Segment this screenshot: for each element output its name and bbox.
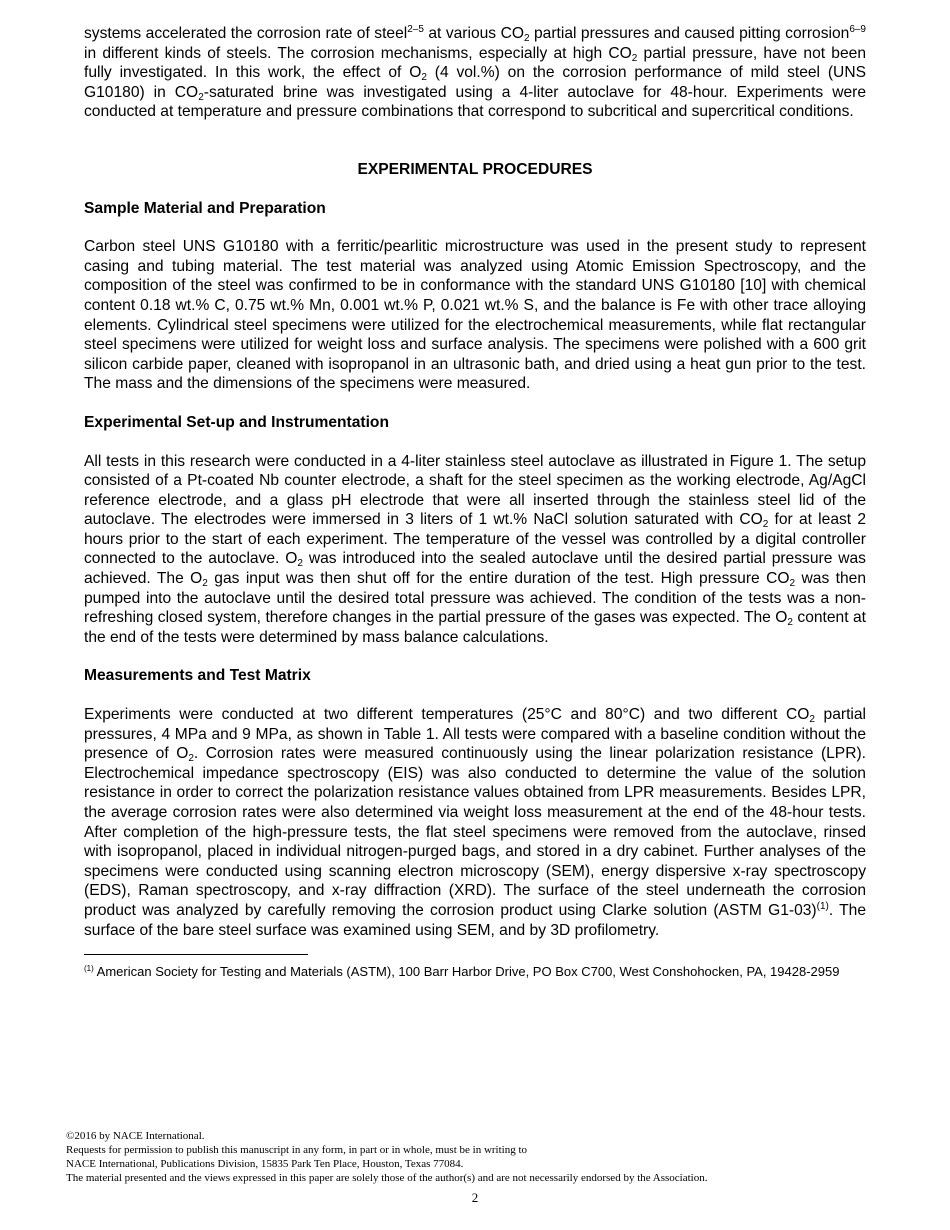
copyright-line: Requests for permission to publish this manuscript in any form, in part or in whole, must be in writing to [66, 1144, 528, 1156]
measurements-text: . Corrosion rates were measured continuously using the linear polarization resistance (LPR). Electrochemical impedance spectroscopy (EIS) was also conducted to determine the value of the solution resistance in order to correct the polarization resistance values obtained from LPR measurements. Besides LPR, the average corrosion rates were also determined via weight loss measurement at the end of the 48-hour tests. After completion of the high-pressure tests, the flat steel specimens were removed from the autoclave, rinsed with isopropanol, placed in individual nitrogen-purged bags, and stored in a dry cabinet. Further analyses of the specimens were conducted using scanning electron microscopy (SEM), energy dispersive x-ray spectroscopy (EDS), Raman spectroscopy, and x-ray diffraction (XRD). The surface of the steel underneath the corrosion product was analyzed by carefully removing the corrosion product using Clarke solution (ASTM G1-03) [84, 745, 866, 919]
sample-paragraph: Carbon steel UNS G10180 with a ferritic/pearlitic microstructure was used in the present study to represent casing and tubing material. The test material was analyzed using Atomic Emission Spectroscopy, and the composition of the steel was confirmed to be in conformance with the standard UNS G10180 [10] with chemical content 0.18 wt.% C, 0.75 wt.% Mn, 0.001 wt.% P, 0.021 wt.% S, and the balance is Fe with other trace alloying elements. Cylindrical steel specimens were utilized for the electrochemical measurements, while flat rectangular steel specimens were utilized for weight loss and surface analysis. The specimens were polished with a 600 grit silicon carbide paper, cleaned with isopropanol in an ultrasonic bath, and dried using a heat gun prior to the test. The mass and the dimensions of the specimens were measured. [84, 238, 866, 393]
footnote-marker: (1) [84, 964, 94, 974]
setup-paragraph [84, 452, 866, 648]
section-heading: EXPERIMENTAL PROCEDURES [357, 160, 593, 178]
subscript: 2 [809, 714, 815, 726]
subscript: 2 [202, 578, 208, 590]
setup-text: was introduced into the sealed autoclave until the desired partial pressure was achieved. The O [84, 550, 866, 588]
setup-text: All tests in this research were conducted in a 4-liter stainless steel autoclave as illustrated in Figure 1. The setup consisted of a Pt-coated Nb counter electrode, a shaft for the steel specimen as the working electrode, Ag/AgCl reference electrode, and a glass pH electrode that were all inserted through the stainless steel lid of the autoclave. The electrodes were immersed in 3 liters of 1 wt.% NaCl solution saturated with CO [84, 452, 866, 529]
subscript: 2 [523, 33, 530, 44]
subscript: 2 [762, 519, 769, 531]
page-number: 2 [471, 1190, 479, 1205]
subscript: 2 [198, 91, 204, 103]
setup-text: for at least 2 hours prior to the start of each experiment. The temperature of the vessel was controlled by a digital controller connected to the autoclave. O [84, 511, 866, 568]
subscript: 2 [631, 52, 638, 64]
setup-text: gas input was then shut off for the entire duration of the test. High pressure CO [207, 570, 790, 588]
measurements-text: partial pressures, 4 MPa and 9 MPa, as shown in Table 1. All tests were compared with a baseline condition without the presence of O [84, 706, 867, 763]
measurements-paragraph [84, 705, 866, 940]
intro-text: partial pressures and caused pitting corrosion [529, 25, 850, 42]
intro-paragraph [84, 24, 866, 122]
subsection-heading-setup: Experimental Set-up and Instrumentation [84, 413, 389, 431]
page-body [84, 24, 866, 980]
footnote-reference: (1) [816, 900, 829, 912]
subscript: 2 [188, 753, 194, 765]
copyright-line: The material presented and the views expressed in this paper are solely those of the author(s) and are not necessarily endorsed by the Association. [66, 1172, 708, 1184]
copyright-line: ©2016 by NACE International. [66, 1130, 205, 1142]
copyright-line: NACE International, Publications Division, 15835 Park Ten Place, Houston, Texas 77084. [66, 1158, 464, 1170]
measurements-text: . The surface of the bare steel surface was examined using SEM, and by 3D profilometry. [84, 901, 866, 939]
setup-text: was then pumped into the autoclave until the desired total pressure was achieved. The condition of the tests was a non-refreshing closed system, therefore changes in the partial pressure of the gases was expected. The O [84, 570, 866, 627]
subscript: 2 [787, 617, 793, 629]
intro-text: partial pressure, have not been fully investigated. In this work, the effect of O [84, 44, 866, 82]
measurements-text: Experiments were conducted at two different temperatures (25°C and 80°C) and two different CO [84, 706, 810, 724]
intro-text: at various CO [423, 25, 524, 42]
subscript: 2 [297, 558, 303, 570]
copyright-notice [66, 1129, 886, 1185]
subscript: 2 [421, 72, 427, 84]
subscript: 2 [789, 578, 796, 590]
intro-text: -saturated brine was investigated using a 4-liter autoclave for 48-hour. Experiments were conducted at temperature and pressure combinations that correspond to subcritical and supercritical conditions. [84, 83, 866, 121]
intro-text: systems accelerated the corrosion rate of steel [84, 25, 408, 42]
intro-text: in different kinds of steels. The corrosion mechanisms, especially at high CO [84, 44, 632, 62]
footnote-text: American Society for Testing and Materials (ASTM), 100 Barr Harbor Drive, PO Box C700, West Conshohocken, PA, 19428-2959 [93, 964, 840, 980]
citation-superscript: 6–9 [849, 24, 866, 35]
subsection-heading-sample: Sample Material and Preparation [84, 199, 326, 217]
intro-text: (4 vol.%) on the corrosion performance of mild steel (UNS G10180) in CO [84, 64, 866, 101]
footnote-divider [84, 954, 308, 955]
footnote [84, 963, 866, 980]
citation-superscript: 2–5 [407, 24, 424, 35]
setup-text: content at the end of the tests were determined by mass balance calculations. [84, 609, 867, 646]
subsection-heading-measurements: Measurements and Test Matrix [84, 667, 311, 685]
